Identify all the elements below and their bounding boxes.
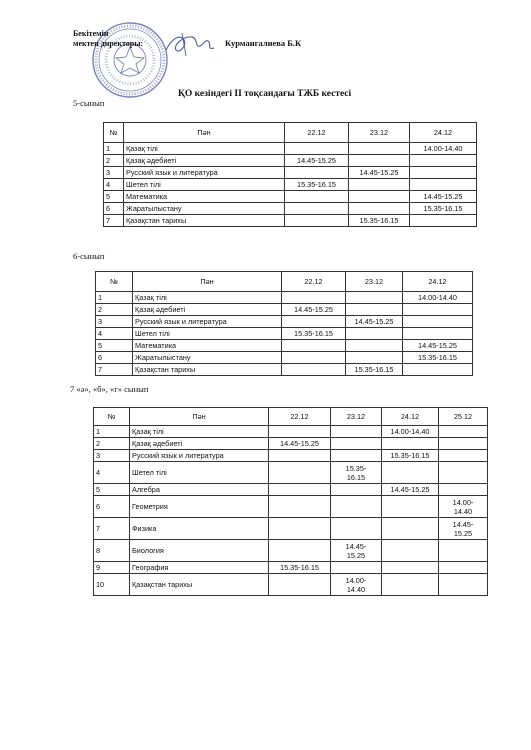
row-number-cell: 5: [96, 340, 133, 352]
subject-cell: Математика: [124, 191, 285, 203]
row-number-cell: 4: [96, 328, 133, 340]
table-row: [104, 179, 477, 191]
time-slot-cell: [382, 574, 439, 596]
subject-cell: Шетел тілі: [124, 179, 285, 191]
table-row: [96, 292, 473, 304]
row-number-cell: 3: [94, 450, 130, 462]
time-slot-cell: [346, 340, 403, 352]
grade6-label: 6-сынып: [73, 251, 105, 261]
row-number-cell: 1: [94, 426, 130, 438]
table-row: [104, 215, 477, 227]
table-row: [96, 328, 473, 340]
time-slot-cell: [282, 364, 346, 376]
approval-block: [73, 29, 143, 49]
time-slot-cell: 14.45-15.25: [346, 316, 403, 328]
time-slot-cell: [282, 352, 346, 364]
time-slot-cell: [285, 143, 349, 155]
time-slot-cell: [410, 167, 477, 179]
time-slot-cell: [269, 450, 331, 462]
time-slot-cell: 14.45-15.25: [349, 167, 410, 179]
time-slot-cell: [285, 191, 349, 203]
subject-cell: Қазақстан тарихы: [133, 364, 282, 376]
subject-cell: Қазақ тілі: [130, 426, 269, 438]
subject-cell: Геометрия: [130, 496, 269, 518]
time-slot-cell: 15.35-16.15: [349, 215, 410, 227]
time-slot-cell: [439, 574, 488, 596]
row-number-cell: 3: [104, 167, 124, 179]
table-row: [96, 352, 473, 364]
table-row: [94, 540, 488, 562]
grade7-header-date-4: 25.12: [439, 408, 488, 426]
grade5-header-date-2: 23.12: [349, 123, 410, 143]
time-slot-cell: [269, 484, 331, 496]
row-number-cell: 6: [96, 352, 133, 364]
time-slot-cell: 15.35-16.15: [269, 562, 331, 574]
time-slot-cell: [282, 292, 346, 304]
time-slot-cell: [331, 496, 382, 518]
time-slot-cell: [382, 540, 439, 562]
time-slot-cell: [410, 215, 477, 227]
row-number-cell: 4: [104, 179, 124, 191]
grade7-schedule-table: [93, 407, 488, 596]
time-slot-cell: [282, 340, 346, 352]
time-slot-cell: [331, 426, 382, 438]
row-number-cell: 4: [94, 462, 130, 484]
subject-cell: Русский язык и литература: [130, 450, 269, 462]
subject-cell: Шетел тілі: [130, 462, 269, 484]
row-number-cell: 2: [94, 438, 130, 450]
row-number-cell: 3: [96, 316, 133, 328]
table-row: [104, 191, 477, 203]
time-slot-cell: [439, 562, 488, 574]
time-slot-cell: [269, 518, 331, 540]
time-slot-cell: [269, 540, 331, 562]
time-slot-cell: 14.45-15.25: [382, 484, 439, 496]
grade7-header-date-3: 24.12: [382, 408, 439, 426]
time-slot-cell: 15.35-16.15: [282, 328, 346, 340]
time-slot-cell: [382, 518, 439, 540]
time-slot-cell: [439, 540, 488, 562]
table-row: [94, 496, 488, 518]
grade6-header-date-1: 22.12: [282, 272, 346, 292]
time-slot-cell: 15.35-16.15: [285, 179, 349, 191]
time-slot-cell: [439, 484, 488, 496]
time-slot-cell: 14.00- 14.40: [439, 496, 488, 518]
subject-cell: Қазақ тілі: [124, 143, 285, 155]
time-slot-cell: [331, 438, 382, 450]
approval-line-2: мектеп директоры:: [73, 39, 144, 48]
time-slot-cell: 15.35-16.15: [346, 364, 403, 376]
time-slot-cell: [269, 496, 331, 518]
row-number-cell: 2: [104, 155, 124, 167]
subject-cell: Жаратылыстану: [124, 203, 285, 215]
time-slot-cell: 14.00-14.40: [403, 292, 473, 304]
subject-cell: Жаратылыстану: [133, 352, 282, 364]
time-slot-cell: [439, 450, 488, 462]
director-name: Курмангалиева Б.К: [225, 38, 302, 48]
table-row: [94, 484, 488, 496]
time-slot-cell: [331, 450, 382, 462]
subject-cell: Биология: [130, 540, 269, 562]
table-row: [104, 167, 477, 179]
row-number-cell: 1: [104, 143, 124, 155]
grade7-header-date-2: 23.12: [331, 408, 382, 426]
time-slot-cell: [269, 426, 331, 438]
row-number-cell: 5: [104, 191, 124, 203]
grade6-header-date-3: 24.12: [403, 272, 473, 292]
time-slot-cell: [439, 426, 488, 438]
table-row: [94, 426, 488, 438]
time-slot-cell: [403, 304, 473, 316]
grade7-header-subject: Пән: [130, 408, 269, 426]
time-slot-cell: 14.45-15.25: [285, 155, 349, 167]
row-number-cell: 7: [94, 518, 130, 540]
time-slot-cell: [285, 203, 349, 215]
time-slot-cell: [439, 438, 488, 450]
row-number-cell: 5: [94, 484, 130, 496]
subject-cell: Русский язык и литература: [133, 316, 282, 328]
time-slot-cell: [346, 292, 403, 304]
grade5-header-number: №: [104, 123, 124, 143]
table-row: [94, 462, 488, 484]
grade7-header-date-1: 22.12: [269, 408, 331, 426]
subject-cell: Шетел тілі: [133, 328, 282, 340]
time-slot-cell: 14.45- 15.25: [331, 540, 382, 562]
table-row: [104, 143, 477, 155]
subject-cell: Русский язык и литература: [124, 167, 285, 179]
time-slot-cell: 14.45-15.25: [410, 191, 477, 203]
time-slot-cell: 15.35-16.15: [403, 352, 473, 364]
time-slot-cell: 14.00-14.40: [410, 143, 477, 155]
time-slot-cell: [382, 438, 439, 450]
table-row: [96, 304, 473, 316]
time-slot-cell: [331, 518, 382, 540]
grade6-header-number: №: [96, 272, 133, 292]
time-slot-cell: [410, 155, 477, 167]
table-row: [104, 203, 477, 215]
grade5-schedule-table: [103, 122, 477, 227]
row-number-cell: 1: [96, 292, 133, 304]
table-row: [94, 574, 488, 596]
grade7-label: 7 «ә», «б», «г» сынып: [70, 384, 149, 394]
table-row: [94, 562, 488, 574]
row-number-cell: 7: [96, 364, 133, 376]
time-slot-cell: [346, 352, 403, 364]
grade6-schedule-table: [95, 271, 473, 376]
row-number-cell: 8: [94, 540, 130, 562]
time-slot-cell: [403, 364, 473, 376]
table-row: [104, 155, 477, 167]
row-number-cell: 6: [104, 203, 124, 215]
time-slot-cell: 15.35- 16.15: [331, 462, 382, 484]
grade6-header-subject: Пән: [133, 272, 282, 292]
subject-cell: Математика: [133, 340, 282, 352]
time-slot-cell: [349, 179, 410, 191]
subject-cell: Қазақ тілі: [133, 292, 282, 304]
table-row: [96, 364, 473, 376]
subject-cell: Қазақстан тарихы: [130, 574, 269, 596]
table-row: [94, 450, 488, 462]
time-slot-cell: [382, 462, 439, 484]
time-slot-cell: [282, 316, 346, 328]
time-slot-cell: [346, 304, 403, 316]
approval-line-1: Бекітемін: [73, 29, 109, 38]
time-slot-cell: [285, 167, 349, 179]
time-slot-cell: [382, 496, 439, 518]
director-signature: [162, 28, 220, 62]
table-row: [94, 518, 488, 540]
subject-cell: Алгебра: [130, 484, 269, 496]
subject-cell: Қазақ әдебиеті: [124, 155, 285, 167]
table-row: [96, 340, 473, 352]
time-slot-cell: [403, 328, 473, 340]
time-slot-cell: 14.00- 14.40: [331, 574, 382, 596]
grade5-header-date-1: 22.12: [285, 123, 349, 143]
grade7-header-number: №: [94, 408, 130, 426]
grade6-header-date-2: 23.12: [346, 272, 403, 292]
subject-cell: Қазақстан тарихы: [124, 215, 285, 227]
subject-cell: Қазақ әдебиеті: [130, 438, 269, 450]
table-row: [94, 438, 488, 450]
time-slot-cell: [439, 462, 488, 484]
grade5-label: 5-сынып: [73, 98, 105, 108]
row-number-cell: 2: [96, 304, 133, 316]
subject-cell: География: [130, 562, 269, 574]
time-slot-cell: [410, 179, 477, 191]
time-slot-cell: [349, 143, 410, 155]
time-slot-cell: 14.45-15.25: [403, 340, 473, 352]
time-slot-cell: [285, 215, 349, 227]
document-title: ҚО кезіндегі ІІ тоқсандағы ТЖБ кестесі: [178, 89, 352, 99]
row-number-cell: 10: [94, 574, 130, 596]
time-slot-cell: [382, 562, 439, 574]
row-number-cell: 7: [104, 215, 124, 227]
time-slot-cell: 14.45-15.25: [269, 438, 331, 450]
time-slot-cell: [349, 191, 410, 203]
subject-cell: Физика: [130, 518, 269, 540]
time-slot-cell: [349, 203, 410, 215]
row-number-cell: 6: [94, 496, 130, 518]
time-slot-cell: [403, 316, 473, 328]
time-slot-cell: 15.35-16.15: [382, 450, 439, 462]
time-slot-cell: [331, 562, 382, 574]
time-slot-cell: [331, 484, 382, 496]
time-slot-cell: 14.45- 15.25: [439, 518, 488, 540]
time-slot-cell: [269, 574, 331, 596]
subject-cell: Қазақ әдебиеті: [133, 304, 282, 316]
grade5-header-date-3: 24.12: [410, 123, 477, 143]
row-number-cell: 9: [94, 562, 130, 574]
time-slot-cell: [349, 155, 410, 167]
table-row: [96, 316, 473, 328]
time-slot-cell: 15.35-16.15: [410, 203, 477, 215]
time-slot-cell: [269, 462, 331, 484]
time-slot-cell: [346, 328, 403, 340]
time-slot-cell: 14.00-14.40: [382, 426, 439, 438]
time-slot-cell: 14.45-15.25: [282, 304, 346, 316]
grade5-header-subject: Пән: [124, 123, 285, 143]
